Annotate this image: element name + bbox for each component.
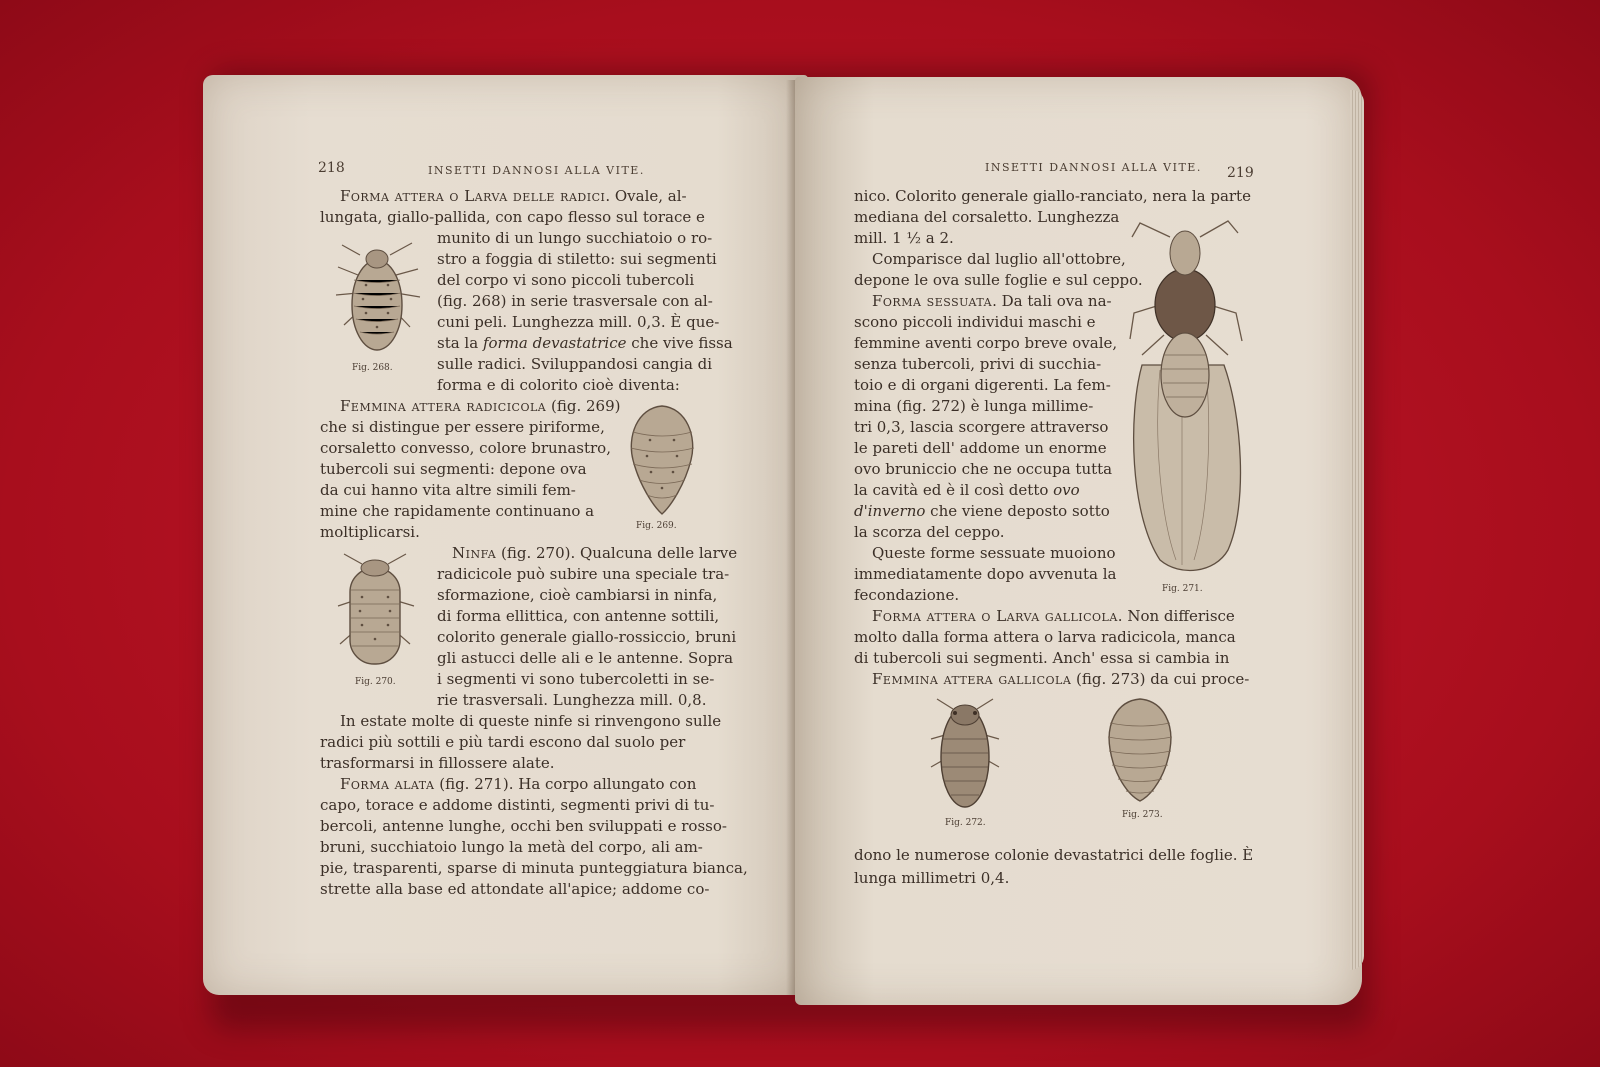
right-line: depone le ova sulle foglie e sul ceppo.: [854, 271, 1143, 289]
left-line: lungata, giallo-pallida, con capo flesso sul torace e: [320, 208, 705, 226]
right-line: la scorza del ceppo.: [854, 523, 1005, 541]
left-line: bercoli, antenne lunghe, occhi ben sviluppati e rosso-: [320, 817, 727, 835]
left-line: In estate molte di queste ninfe si rinvengono sulle: [340, 712, 722, 730]
fig-271-caption: Fig. 271.: [1162, 584, 1203, 594]
fig-271-winged-form-illustration: [1120, 215, 1250, 580]
left-line: rie trasversali. Lunghezza mill. 0,8.: [437, 691, 707, 709]
left-line: colorito generale giallo-rossiccio, bruni: [437, 628, 737, 646]
left-line: pie, trasparenti, sparse di minuta punteggiatura bianca,: [320, 859, 748, 877]
right-line-23: Femmina attera gallicola (fig. 273) da cui proce-: [872, 670, 1250, 688]
right-line: Queste forme sessuate muoiono: [872, 544, 1116, 562]
left-line: mine che rapidamente continuano a: [320, 502, 595, 520]
right-line: ovo bruniccio che ne occupa tutta: [854, 460, 1113, 478]
right-line: di tubercoli sui segmenti. Anch' essa si cambia in: [854, 649, 1230, 667]
left-line: munito di un lungo succhiatoio o ro-: [437, 229, 713, 247]
right-line-5: Forma sessuata. Da tali ova na-: [872, 292, 1112, 310]
left-line: stro a foggia di stiletto: sui segmenti: [437, 250, 717, 268]
right-line: dono le numerose colonie devastatrici delle foglie. È: [854, 846, 1254, 864]
left-line: cuni peli. Lunghezza mill. 0,3. È que-: [437, 313, 720, 331]
left-line: di forma ellittica, con antenne sottili,: [437, 607, 720, 625]
left-line: i segmenti vi sono tubercoletti in se-: [437, 670, 715, 688]
left-line: che si distingue per essere piriforme,: [320, 418, 605, 436]
right-line: immediatamente dopo avvenuta la: [854, 565, 1117, 583]
left-line-0: Forma attera o Larva delle radici. Ovale, al-: [340, 187, 687, 205]
left-line: moltiplicarsi.: [320, 523, 420, 541]
left-line: del corpo vi sono piccoli tubercoli: [437, 271, 695, 289]
fig-273-gallicola-female-illustration: [1100, 695, 1180, 805]
left-line: gli astucci delle ali e le antenne. Sopra: [437, 649, 734, 667]
left-line: bruni, succhiatoio lungo la metà del corpo, ali am-: [320, 838, 703, 856]
fig-272-caption: Fig. 272.: [945, 818, 986, 828]
left-line: capo, torace e addome distinti, segmenti privi di tu-: [320, 796, 715, 814]
left-line-17: Ninfa (fig. 270). Qualcuna delle larve: [452, 544, 738, 562]
right-line: le pareti dell' addome un enorme: [854, 439, 1107, 457]
fig-272-sexual-female-illustration: [925, 695, 1005, 813]
fig-269-female-illustration: [625, 402, 700, 517]
left-line: sulle radici. Sviluppandosi cangia di: [437, 355, 713, 373]
fig-270-caption: Fig. 270.: [355, 677, 396, 687]
right-line: mill. 1 ½ a 2.: [854, 229, 954, 247]
left-line: da cui hanno vita altre simili fem-: [320, 481, 576, 499]
fig-270-nymph-illustration: [330, 550, 420, 672]
right-line: nico. Colorito generale giallo-ranciato, nera la parte: [854, 187, 1251, 205]
right-line: scono piccoli individui maschi e: [854, 313, 1096, 331]
left-line: tubercoli sui segmenti: depone ova: [320, 460, 587, 478]
right-line-15: d'inverno che viene deposto sotto: [854, 502, 1110, 520]
left-running-head: INSETTI DANNOSI ALLA VITE.: [428, 164, 645, 177]
left-page-number: 218: [318, 160, 345, 176]
right-line: femmine aventi corpo breve ovale,: [854, 334, 1118, 352]
left-line: radici più sottili e più tardi escono dal suolo per: [320, 733, 686, 751]
left-line: strette alla base ed attondate all'apice; addome co-: [320, 880, 710, 898]
right-line: mediana del corsaletto. Lunghezza: [854, 208, 1120, 226]
right-line: mina (fig. 272) è lunga millime-: [854, 397, 1094, 415]
right-line: molto dalla forma attera o larva radicicola, manca: [854, 628, 1236, 646]
left-line: (fig. 268) in serie trasversale con al-: [437, 292, 713, 310]
fig-269-caption: Fig. 269.: [636, 521, 677, 531]
page-edges: [1350, 90, 1364, 970]
fig-268-larva-illustration: [330, 235, 425, 360]
left-line: trasformarsi in fillossere alate.: [320, 754, 555, 772]
right-line: toio e di organi digerenti. La fem-: [854, 376, 1111, 394]
right-line: tri 0,3, lascia scorgere attraverso: [854, 418, 1109, 436]
left-line-10: Femmina attera radicicola (fig. 269): [340, 397, 621, 415]
right-line-14: la cavità ed è il così detto ovo: [854, 481, 1080, 499]
right-running-head: INSETTI DANNOSI ALLA VITE.: [985, 161, 1202, 174]
left-line-7: sta la forma devastatrice che vive fissa: [437, 334, 733, 352]
right-line: senza tubercoli, privi di succhia-: [854, 355, 1102, 373]
right-line: lunga millimetri 0,4.: [854, 869, 1010, 887]
left-line: radicicole può subire una speciale tra-: [437, 565, 730, 583]
right-line: fecondazione.: [854, 586, 960, 604]
fig-268-caption: Fig. 268.: [352, 363, 393, 373]
left-line: corsaletto convesso, colore brunastro,: [320, 439, 611, 457]
right-page-number: 219: [1227, 165, 1254, 181]
right-line-20: Forma attera o Larva gallicola. Non differisce: [872, 607, 1235, 625]
right-line: Comparisce dal luglio all'ottobre,: [872, 250, 1126, 268]
left-line: forma e di colorito cioè diventa:: [437, 376, 680, 394]
fig-273-caption: Fig. 273.: [1122, 810, 1163, 820]
left-line: sformazione, cioè cambiarsi in ninfa,: [437, 586, 718, 604]
left-line-28: Forma alata (fig. 271). Ha corpo allungato con: [340, 775, 697, 793]
